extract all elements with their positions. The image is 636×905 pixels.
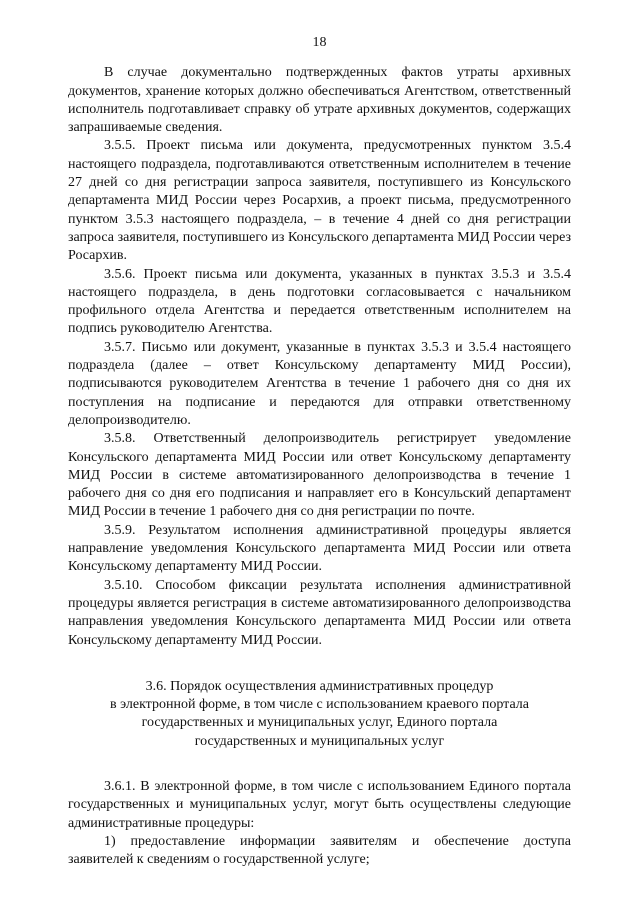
section-heading-line: в электронной форме, в том числе с использованием краевого портала xyxy=(110,697,529,713)
section-heading-line: государственных и муниципальных услуг, Единого портала xyxy=(141,715,498,731)
section-heading-line: государственных и муниципальных услуг xyxy=(194,733,445,749)
document-page xyxy=(68,34,571,869)
page-number: 18 xyxy=(312,35,327,50)
section-heading-line: 3.6. Порядок осуществления административных процедур xyxy=(145,678,494,694)
paragraph-3-5-7: 3.5.7. Письмо или документ, указанные в пунктах 3.5.3 и 3.5.4 настоящего подраздела (далее – ответ Консульскому департаменту МИД России), подписываются руководителем Агентства в течение 1 рабочего дня со дня их поступления на подписание и передаются для отправки ответственному делопроизводителю. xyxy=(68,339,571,428)
paragraph-3-5-6: 3.5.6. Проект письма или документа, указанных в пунктах 3.5.3 и 3.5.4 настоящего подраздела, в день подготовки согласовывается с начальником профильного отдела Агентства и передается ответственным исполнителем на подпись руководителю Агентства. xyxy=(68,266,571,337)
section-heading-3-6 xyxy=(68,678,571,751)
paragraph-3-5-5: 3.5.5. Проект письма или документа, предусмотренных пунктом 3.5.4 настоящего подраздела, подготавливаются ответственным исполнителем в течение 27 дней со дня регистрации запроса заявителя, поступившего из Консульского департамента МИД России через Росархив, а проект письма, предусмотренного пунктом 3.5.3 настоящего подраздела, – в течение 4 дней со дня регистрации запроса заявителя, поступившего из Консульского департамента МИД России через Росархив. xyxy=(68,138,571,264)
paragraph-3-5-9: 3.5.9. Результатом исполнения административной процедуры является направление уведомления Консульского департамента МИД России или ответа Консульскому департаменту МИД России. xyxy=(68,522,571,575)
paragraph-3-5-10: 3.5.10. Способом фиксации результата исполнения административной процедуры является регистрация в системе автоматизированного делопроизводства направления уведомления Консульского департамента МИД России или ответа Консульскому департаменту МИД России. xyxy=(68,577,571,648)
paragraph-archive-loss: В случае документально подтвержденных фактов утраты архивных документов, хранение которых должно обеспечиваться Агентством, ответственный исполнитель подготавливает справку об утрате архивных документов, содержащих запрашиваемые сведения. xyxy=(68,65,571,136)
paragraph-3-5-8: 3.5.8. Ответственный делопроизводитель регистрирует уведомление Консульского департамента МИД России или ответ Консульскому департаменту МИД России в системе автоматизированного делопроизводства в течение 1 рабочего дня со дня его подписания и направляет его в Консульский департамент МИД России в течение 1 рабочего дня со дня регистрации по почте. xyxy=(68,431,571,520)
paragraph-3-6-1-item-1: 1) предоставление информации заявителям и обеспечение доступа заявителей к сведениям о государственной услуге; xyxy=(68,833,571,868)
paragraph-3-6-1: 3.6.1. В электронной форме, в том числе с использованием Единого портала государственных и муниципальных услуг, могут быть осуществлены следующие административные процедуры: xyxy=(68,778,571,831)
